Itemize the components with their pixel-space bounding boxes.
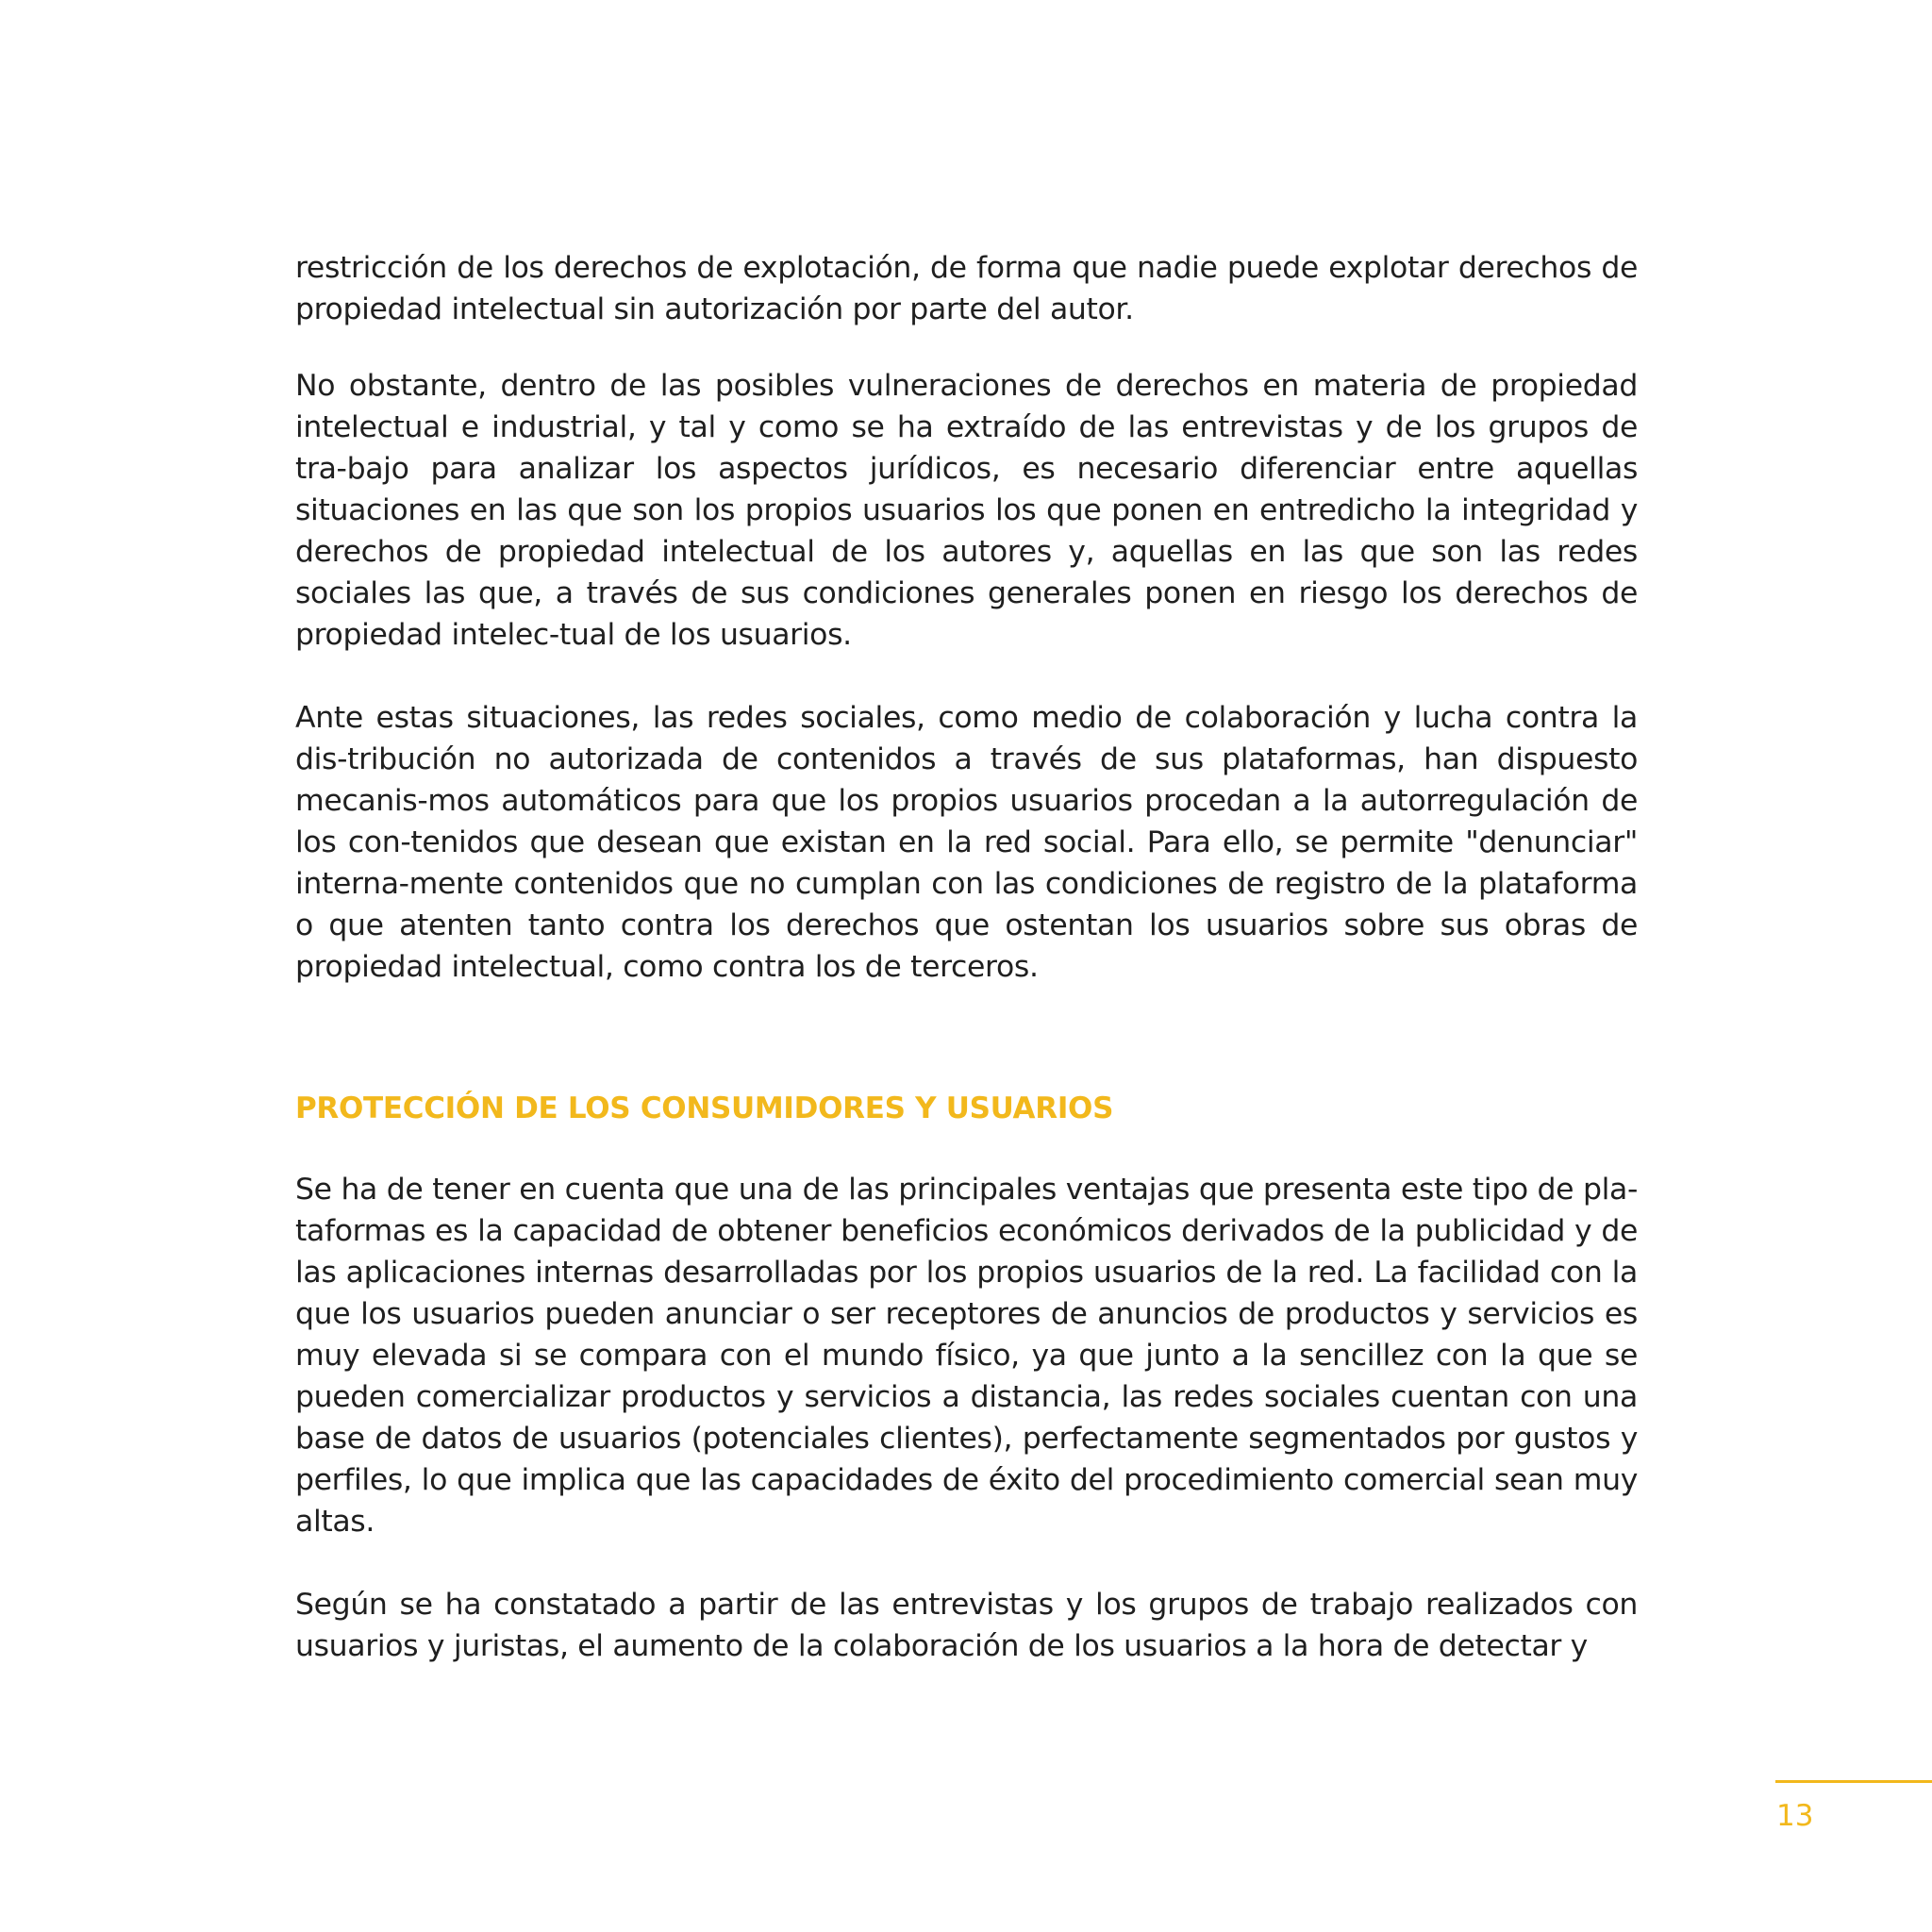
heading-spacer [295,1129,1638,1169]
paragraph-explotacion: restricción de los derechos de explotación, de forma que nadie puede explotar derechos de propiedad intelectual sin autorización por parte del autor. [295,251,1638,326]
paragraph-vulneraciones: No obstante, dentro de las posibles vulneraciones de derechos en materia de propiedad intelectual e industrial, y tal y como se ha extraído de las entrevistas y de los grupos de tra-bajo para analizar los aspectos jurídicos, es necesario diferenciar entre aquellas situaciones en las que son los propios usuarios los que ponen en entredicho la integridad y derechos de propiedad intelectual de los autores y, aquellas en las que son las redes sociales las que, a través de sus condiciones generales ponen en riesgo los derechos de propiedad intelec-tual de los usuarios. [295,369,1638,652]
paragraph-spacer [295,330,1638,365]
paragraph-colaboracion: Según se ha constatado a partir de las entrevistas y los grupos de trabajo realizados con usuarios y juristas, el aumento de la colaboración de los usuarios a la hora de detectar y [295,1588,1638,1663]
page-number: 13 [1776,1799,1814,1833]
paragraph-ventajas: Se ha de tener en cuenta que una de las principales ventajas que presenta este tipo de pla-taformas es la capacidad de obtener beneficios económicos derivados de la publicidad y de las aplicaciones internas desarrolladas por los propios usuarios de la red. La facilidad con la que los usuarios pueden anunciar o ser receptores de anuncios de productos y servicios es muy elevada si se compara con el mundo físico, ya que junto a la sencillez con la que se pueden comercializar productos y servicios a distancia, las redes sociales cuentan con una base de datos de usuarios (potenciales clientes), perfectamente segmentados por gustos y perfiles, lo que implica que las capacidades de éxito del procedimiento comercial sean muy altas. [295,1173,1638,1539]
paragraph-denuncias: Ante estas situaciones, las redes sociales, como medio de colaboración y lucha contra la dis-tribución no autorizada de contenidos a través de sus plataformas, han dispuesto mecanis-mos automáticos para que los propios usuarios procedan a la autorregulación de los con-tenidos que desean que existan en la red social. Para ello, se permite "denunciar" interna-mente contenidos que no cumplan con las condiciones de registro de la plataforma o que atenten tanto contra los derechos que ostentan los usuarios sobre sus obras de propiedad intelectual, como contra los de terceros. [295,701,1638,984]
page-number-rule [1775,1780,1932,1783]
section-heading: PROTECCIÓN DE LOS CONSUMIDORES Y USUARIOS [295,1091,1114,1125]
section-spacer [295,988,1638,1088]
document-body [295,247,1638,1667]
paragraph-spacer [295,1542,1638,1584]
paragraph-spacer [295,656,1638,697]
